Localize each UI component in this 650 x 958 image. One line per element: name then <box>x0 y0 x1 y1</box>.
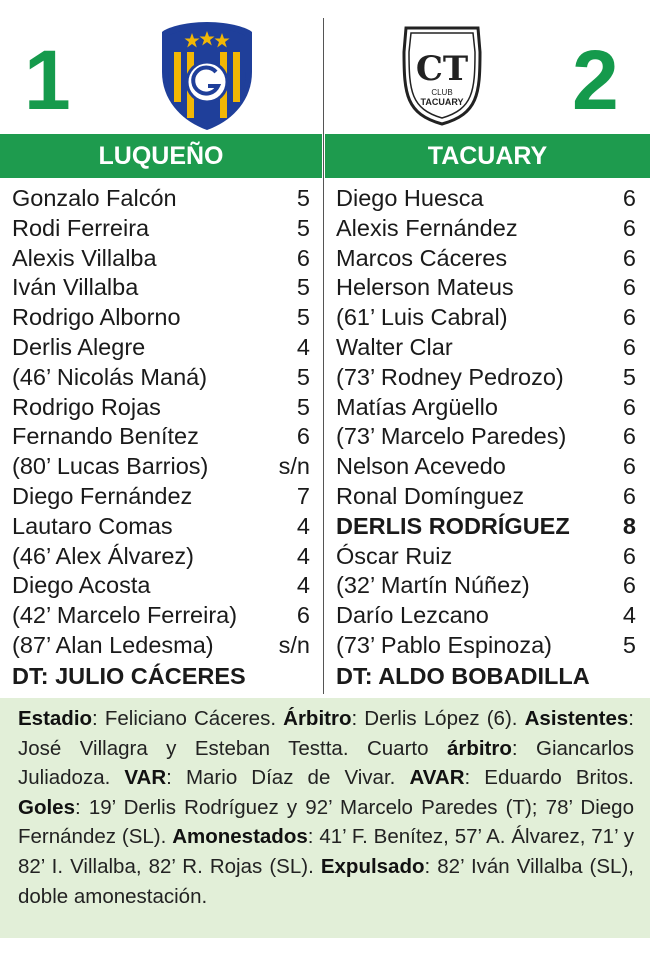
player-rating: 4 <box>296 572 310 599</box>
player-row <box>336 571 636 601</box>
player-rating: 4 <box>622 602 636 629</box>
player-rating: 5 <box>622 363 636 390</box>
player-row <box>336 601 636 631</box>
player-row <box>12 184 310 214</box>
player-row <box>336 244 636 274</box>
home-coach: DT: JULIO CÁCERES <box>12 662 246 689</box>
player-row <box>336 542 636 572</box>
player-rating: 5 <box>296 214 310 241</box>
goals-value: : 19’ Derlis Rodríguez y 92’ Marcelo Paredes (T); 78’ Diego Fernández (SL). <box>18 795 634 849</box>
player-row <box>336 333 636 363</box>
player-rating: 5 <box>296 274 310 301</box>
player-name: (42’ Marcelo Ferreira) <box>12 602 238 629</box>
scoreboard-header <box>0 0 650 134</box>
player-name: (80’ Lucas Barrios) <box>12 453 209 480</box>
referee-value: : Derlis López (6). <box>351 707 525 730</box>
player-row <box>12 542 310 572</box>
player-name: Rodrigo Alborno <box>12 304 181 331</box>
player-row <box>12 244 310 274</box>
stadium-value: : Feliciano Cáceres. <box>92 707 284 730</box>
player-row <box>12 273 310 303</box>
player-name: Ronal Domínguez <box>336 482 525 509</box>
player-row <box>336 273 636 303</box>
player-rating: 5 <box>296 363 310 390</box>
player-name: Lautaro Comas <box>12 512 173 539</box>
stadium-label: Estadio <box>18 707 93 730</box>
player-row <box>12 571 310 601</box>
sportivo-luqueno-crest-icon <box>160 20 254 132</box>
fourth-official-value: : Giancarlos Juliadoza. <box>18 736 634 790</box>
booked-label: Amonestados <box>172 825 308 849</box>
player-rating: 5 <box>296 304 310 331</box>
player-name: Darío Lezcano <box>336 602 489 629</box>
player-rating: s/n <box>278 453 310 480</box>
column-divider <box>323 18 324 694</box>
goals-label: Goles <box>18 795 75 819</box>
player-rating: 5 <box>296 185 310 211</box>
player-rating: 6 <box>296 244 310 271</box>
player-name: Derlis Alegre <box>12 333 146 360</box>
var-label: VAR <box>124 766 167 790</box>
player-rating: 6 <box>622 274 636 301</box>
player-name: Matías Argüello <box>336 393 498 420</box>
home-score: 1 <box>24 33 71 127</box>
player-name: Helerson Mateus <box>336 274 514 301</box>
player-rating: 6 <box>622 482 636 509</box>
crest-line2: TACUARY <box>420 97 464 107</box>
player-rating: 7 <box>296 482 310 509</box>
sent-off-label: Expulsado <box>320 854 425 878</box>
player-row <box>12 482 310 512</box>
player-row <box>12 601 310 631</box>
avar-label: AVAR <box>409 766 465 790</box>
assistants-value: : José Villagra y Esteban Testta. Cuarto <box>18 707 634 760</box>
player-row <box>12 214 310 244</box>
player-name: Iván Villalba <box>12 274 139 301</box>
match-info-text <box>18 704 634 911</box>
player-row <box>12 393 310 423</box>
player-name: (46’ Nicolás Maná) <box>12 363 208 390</box>
player-name: Gonzalo Falcón <box>12 185 177 211</box>
player-rating: 6 <box>622 214 636 241</box>
player-name: Rodrigo Rojas <box>12 393 161 420</box>
player-rating: 4 <box>296 512 310 539</box>
player-rating: 6 <box>622 393 636 420</box>
player-row <box>12 422 310 452</box>
player-row <box>336 482 636 512</box>
player-rating: 6 <box>622 572 636 599</box>
home-team-name: LUQUEÑO <box>0 134 322 178</box>
player-rating: 6 <box>296 602 310 629</box>
player-row <box>12 333 310 363</box>
crest-monogram: CT <box>415 49 469 89</box>
player-name: (73’ Marcelo Paredes) <box>336 423 567 450</box>
player-row <box>12 631 310 661</box>
player-name: (61’ Luis Cabral) <box>336 304 508 331</box>
player-row <box>336 303 636 333</box>
player-name: Rodi Ferreira <box>12 214 150 241</box>
away-lineup <box>336 184 636 692</box>
player-row <box>12 452 310 482</box>
player-rating: 6 <box>622 453 636 480</box>
avar-value: : Eduardo Britos. <box>464 766 634 790</box>
player-row <box>336 214 636 244</box>
player-row <box>336 363 636 393</box>
player-rating: 6 <box>296 423 310 450</box>
player-rating: 5 <box>296 393 310 420</box>
player-rating: 6 <box>622 244 636 271</box>
player-name: (73’ Rodney Pedrozo) <box>336 363 564 390</box>
away-score: 2 <box>572 33 619 127</box>
player-rating: 6 <box>622 542 636 569</box>
player-row-highlighted <box>336 512 636 542</box>
player-row <box>12 512 310 542</box>
player-row <box>336 452 636 482</box>
referee-label: Árbitro <box>283 707 352 730</box>
player-name: Alexis Fernández <box>336 214 518 241</box>
player-rating: 4 <box>296 542 310 569</box>
player-name: Óscar Ruiz <box>336 542 453 569</box>
player-row <box>336 184 636 214</box>
club-tacuary-crest-icon <box>400 24 484 128</box>
player-rating: 6 <box>622 333 636 360</box>
player-name: (32’ Martín Núñez) <box>336 572 530 599</box>
player-row <box>336 631 636 661</box>
player-name: Marcos Cáceres <box>336 244 508 271</box>
player-name: Diego Acosta <box>12 572 151 599</box>
crest-line1: CLUB <box>431 88 453 97</box>
player-rating: 6 <box>622 304 636 331</box>
player-row <box>12 303 310 333</box>
player-name: Fernando Benítez <box>12 423 199 450</box>
player-name: DERLIS RODRÍGUEZ <box>336 512 570 539</box>
away-coach: DT: ALDO BOBADILLA <box>336 662 590 689</box>
player-rating: 4 <box>296 333 310 360</box>
player-name: (73’ Pablo Espinoza) <box>336 631 552 658</box>
player-rating: s/n <box>278 631 310 658</box>
player-name: Walter Clar <box>336 333 453 360</box>
player-name: Diego Fernández <box>12 482 193 509</box>
player-rating: 6 <box>622 185 636 211</box>
home-lineup <box>12 184 310 692</box>
booked-value: : 41’ F. Benítez, 57’ A. Álvarez, 71’ y 82’ I. Villalba, 82’ R. Rojas (SL). <box>18 825 634 878</box>
player-row <box>12 363 310 393</box>
player-row <box>336 422 636 452</box>
player-rating: 8 <box>622 512 636 539</box>
player-name: Diego Huesca <box>336 185 484 211</box>
match-info-box <box>0 698 650 938</box>
fourth-official-label: árbitro <box>446 736 512 760</box>
var-value: : Mario Díaz de Vivar. <box>166 766 410 790</box>
player-rating: 5 <box>622 631 636 658</box>
player-name: (46’ Alex Álvarez) <box>12 542 194 569</box>
player-name: Nelson Acevedo <box>336 453 506 480</box>
player-name: (87’ Alan Ledesma) <box>12 631 214 658</box>
away-team-name: TACUARY <box>325 134 650 178</box>
player-row <box>336 393 636 423</box>
player-rating: 6 <box>622 423 636 450</box>
sent-off-value: : 82’ Iván Villalba (SL), doble amonestación. <box>18 854 634 908</box>
player-name: Alexis Villalba <box>12 244 157 271</box>
assistants-label: Asistentes <box>524 707 629 730</box>
